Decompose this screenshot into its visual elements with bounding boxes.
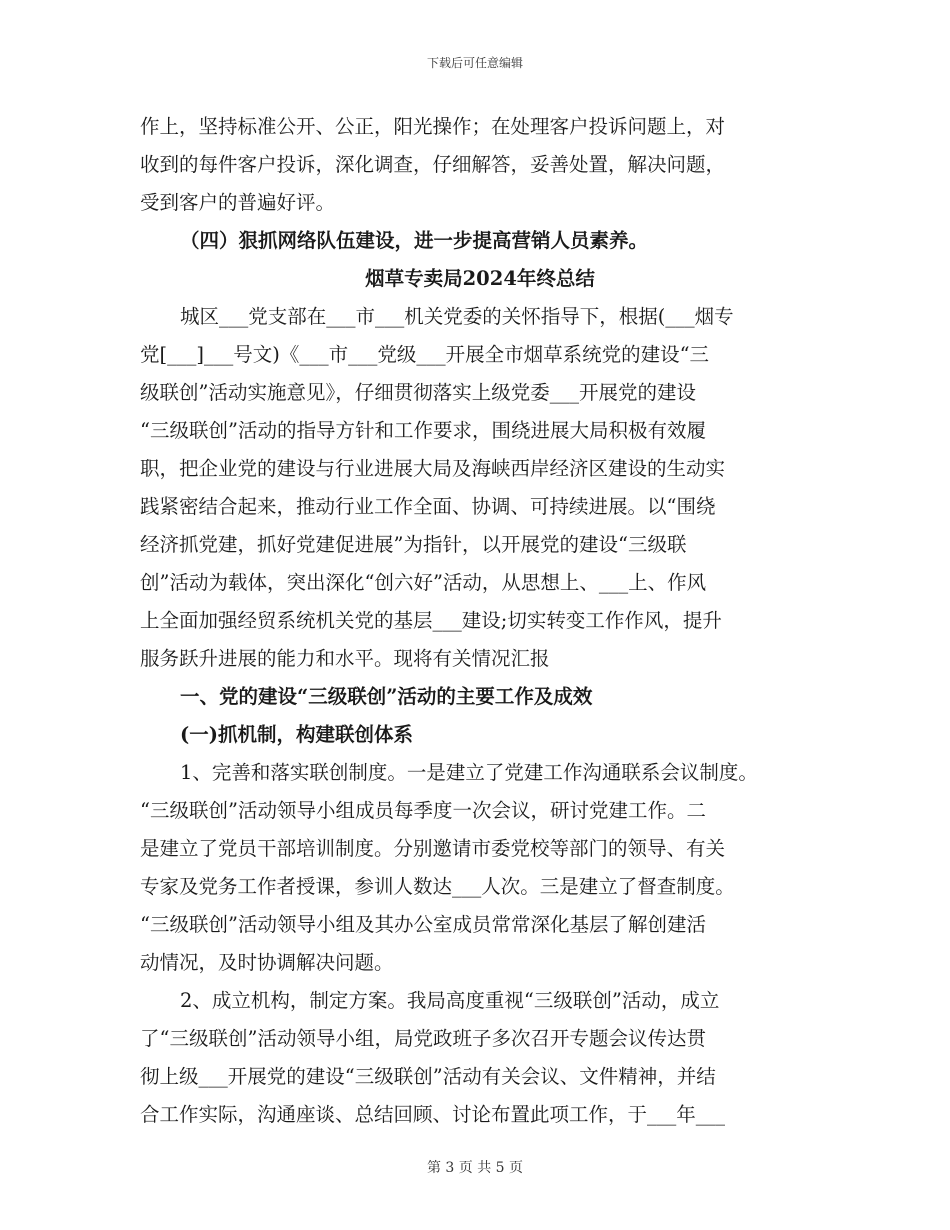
text-line: 了“三级联创”活动领导小组，局党政班子多次召开专题会议传达贯: [140, 1027, 706, 1050]
text-line: 是建立了党员干部培训制度。分别邀请市委党校等部门的领导、有关: [140, 837, 726, 860]
text-line: 级联创”活动实施意见》，仔细贯彻落实上级党委___开展党的建设: [140, 381, 696, 404]
text-line: “三级联创”活动领导小组及其办公室成员常常深化基层了解创建活: [140, 913, 706, 936]
text-line: 服务跃升进展的能力和水平。现将有关情况汇报: [140, 647, 550, 670]
text-line: 1、完善和落实联创制度。一是建立了党建工作沟通联系会议制度。: [180, 761, 758, 784]
text-line: 作上，坚持标准公开、公正，阳光操作；在处理客户投诉问题上，对: [140, 115, 726, 138]
text-line: 合工作实际，沟通座谈、总结回顾、讨论布置此项工作，于___年___: [140, 1103, 726, 1126]
section-heading: (一)抓机制，构建联创体系: [180, 723, 413, 746]
document-title: 烟草专卖局2024年终总结: [365, 267, 595, 290]
text-line: “三级联创”活动的指导方针和工作要求，围绕进展大局积极有效履: [140, 419, 706, 442]
text-line: 上全面加强经贸系统机关党的基层___建设;切实转变工作作风，提升: [140, 609, 722, 632]
text-line: 经济抓党建，抓好党建促进展”为指针，以开展党的建设“三级联: [140, 533, 687, 556]
text-line: 职，把企业党的建设与行业进展大局及海峡西岸经济区建设的生动实: [140, 457, 726, 480]
text-line: 2、成立机构，制定方案。我局高度重视“三级联创”活动，成立: [180, 989, 720, 1012]
section-heading: （四）狠抓网络队伍建设，进一步提高营销人员素养。: [180, 229, 649, 252]
text-line: “三级联创”活动领导小组成员每季度一次会议，研讨党建工作。二: [140, 799, 706, 822]
document-body: [140, 108, 820, 1134]
text-line: 城区___党支部在___市___机关党委的关怀指导下，根据(___烟专: [180, 305, 734, 328]
text-line: 创”活动为载体，突出深化“创六好”活动，从思想上、___上、作风: [140, 571, 707, 594]
text-line: 受到客户的普遍好评。: [140, 191, 336, 214]
text-line: 专家及党务工作者授课，参训人数达___人次。三是建立了督查制度。: [140, 875, 735, 898]
text-line: 收到的每件客户投诉，深化调查，仔细解答，妥善处置，解决问题，: [140, 153, 726, 176]
text-line: 践紧密结合起来，推动行业工作全面、协调、可持续进展。以“围绕: [140, 495, 716, 518]
text-line: 党[___]___号文)《___市___党级___开展全市烟草系统党的建设“三: [140, 343, 710, 366]
section-heading: 一、党的建设“三级联创”活动的主要工作及成效: [180, 685, 593, 708]
text-line: 彻上级___开展党的建设“三级联创”活动有关会议、文件精神，并结: [140, 1065, 716, 1088]
page-footer: 第 3 页 共 5 页: [426, 1160, 524, 1176]
text-line: 动情况，及时协调解决问题。: [140, 951, 394, 974]
page-header: 下载后可任意编辑: [426, 56, 523, 70]
